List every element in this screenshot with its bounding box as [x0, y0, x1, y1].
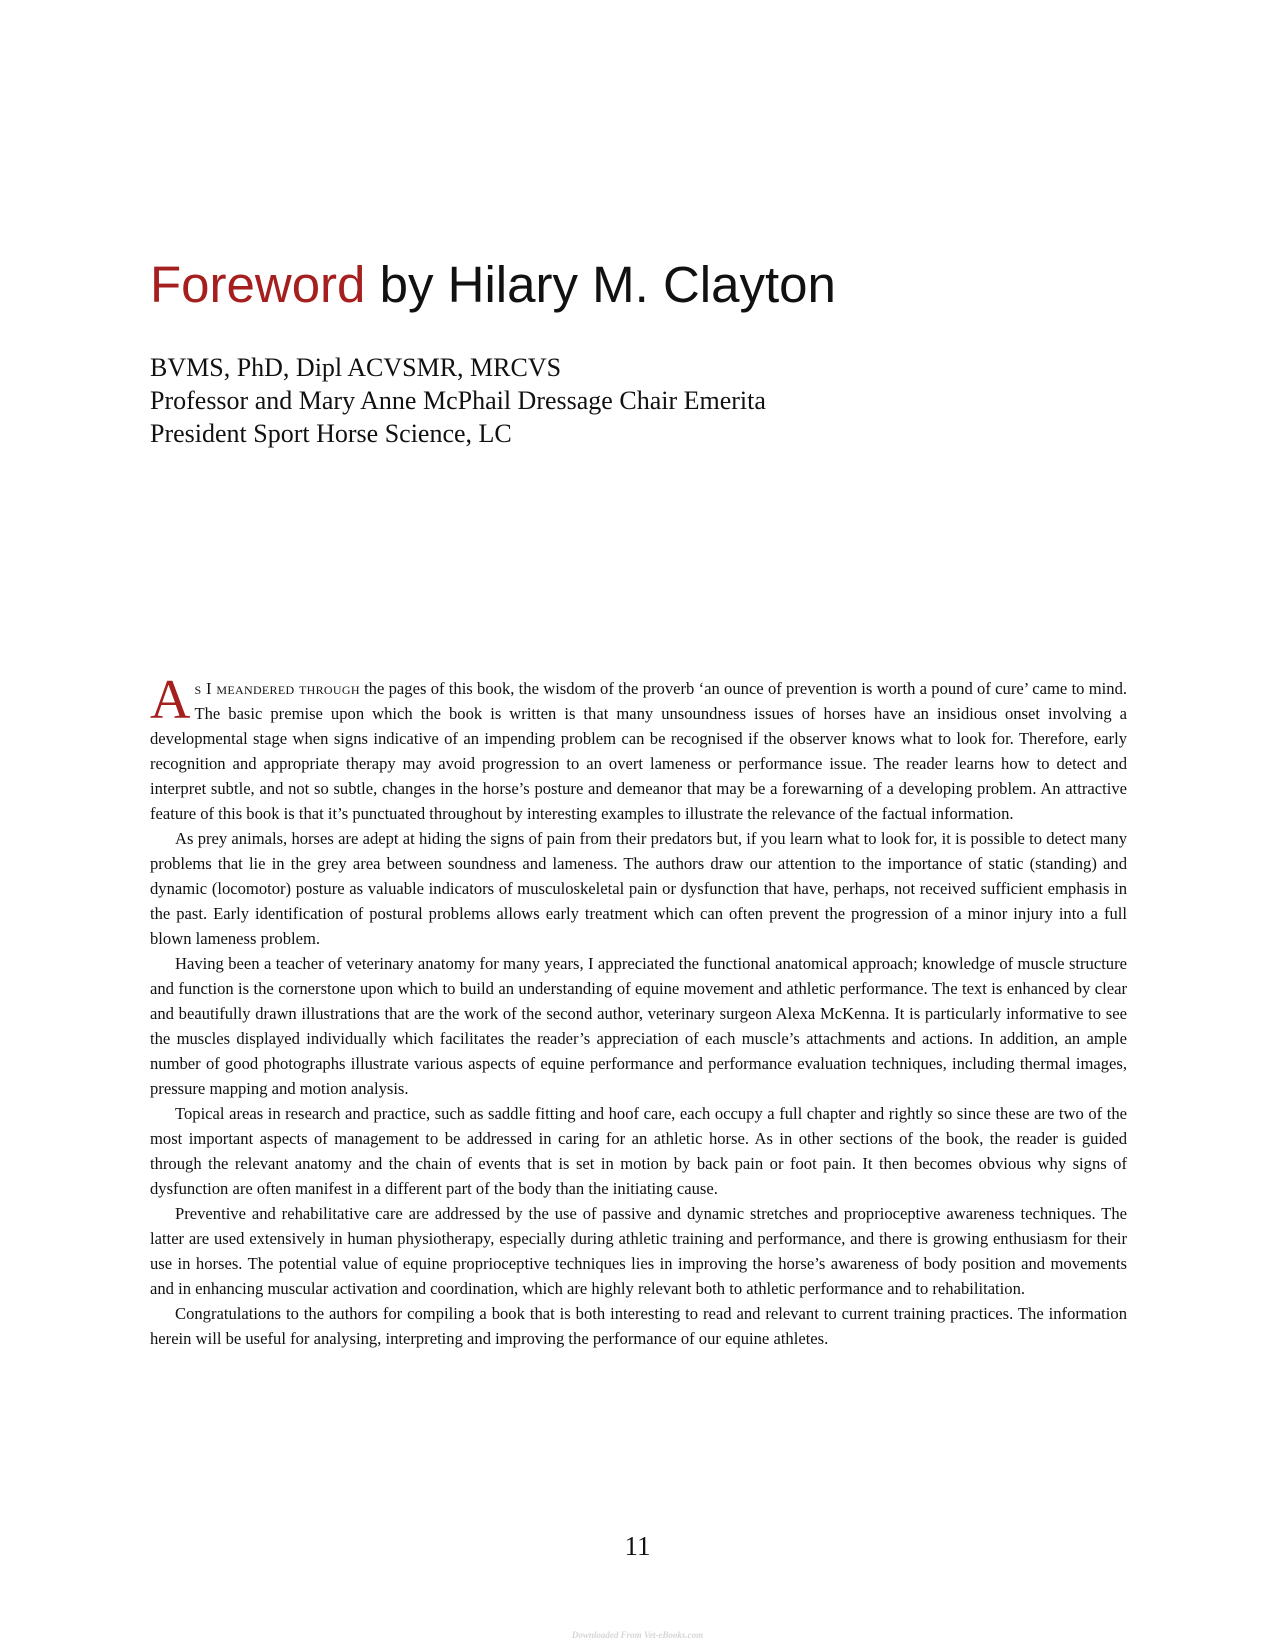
paragraph-1 — [150, 669, 1128, 826]
paragraph-5: Preventive and rehabilitative care are addressed by the use of passive and dynamic stretches and proprioceptive awareness techniques. The latter are used extensively in human physiotherapy, especially during athletic training and performance, and there is growing enthusiasm for their use in horses. The potential value of equine proprioceptive techniques lies in improving the horse’s awareness of body position and movements and in enhancing muscular activation and coordination, which are highly relevant both to athletic performance and to rehabilitation. — [150, 1204, 1127, 1298]
credentials-degrees: BVMS, PhD, Dipl ACVSMR, MRCVS — [150, 353, 562, 382]
credentials-company: President Sport Horse Science, LC — [150, 419, 512, 448]
foreword-body — [150, 669, 1128, 1351]
credentials-position: Professor and Mary Anne McPhail Dressage Chair Emerita — [150, 386, 766, 415]
lead-in-smallcaps: s I meandered through — [194, 679, 360, 698]
title-author: by Hilary M. Clayton — [365, 256, 836, 313]
title-accent-word: Foreword — [150, 256, 366, 313]
watermark: Downloaded From Vet-eBooks.com — [571, 1630, 704, 1640]
author-credentials — [150, 351, 766, 450]
paragraph-6: Congratulations to the authors for compiling a book that is both interesting to read and relevant to current training practices. The information herein will be useful for analysing, interpreting and improving the performance of our equine athletes. — [150, 1304, 1127, 1348]
paragraph-1-text: the pages of this book, the wisdom of the proverb ‘an ounce of prevention is worth a pound of cure’ came to mind. The basic premise upon which the book is written is that many unsoundness issues of horses have an insidious onset involving a developmental stage when signs indicative of an impending problem can be recognised if the observer knows what to look for. Therefore, early recognition and appropriate therapy may avoid progression to an overt lameness or performance issue. The reader learns how to detect and interpret subtle, and not so subtle, changes in the horse’s posture and demeanor that may be a forewarning of a developing problem. An attractive feature of this book is that it’s punctuated throughout by interesting examples to illustrate the relevance of the factual information. — [150, 679, 1128, 823]
paragraph-2: As prey animals, horses are adept at hiding the signs of pain from their predators but, if you learn what to look for, it is possible to detect many problems that lie in the grey area between soundness and lameness. The authors draw our attention to the importance of static (standing) and dynamic (locomotor) posture as valuable indicators of musculoskeletal pain or dysfunction that have, perhaps, not received sufficient emphasis in the past. Early identification of postural problems allows early treatment which can often prevent the progression of a minor injury into a full blown lameness problem. — [150, 829, 1127, 948]
drop-cap: A — [150, 669, 191, 731]
paragraph-3: Having been a teacher of veterinary anatomy for many years, I appreciated the functional anatomical approach; knowledge of muscle structure and function is the cornerstone upon which to build an understanding of equine movement and athletic performance. The text is enhanced by clear and beautifully drawn illustrations that are the work of the second author, veterinary surgeon Alexa McKenna. It is particularly informative to see the muscles displayed individually which facilitates the reader’s appreciation of each muscle’s attachments and actions. In addition, an ample number of good photographs illustrate various aspects of equine performance and performance evaluation techniques, including thermal images, pressure mapping and motion analysis. — [150, 954, 1127, 1098]
page-title — [150, 255, 836, 315]
page-number: 11 — [624, 1531, 651, 1561]
paragraph-4: Topical areas in research and practice, such as saddle fitting and hoof care, each occupy a full chapter and rightly so since these are two of the most important aspects of management to be addressed in caring for an athletic horse. As in other sections of the book, the reader is guided through the relevant anatomy and the chain of events that is set in motion by back pain or foot pain. It then becomes obvious why signs of dysfunction are often manifest in a different part of the body than the initiating cause. — [150, 1104, 1127, 1198]
